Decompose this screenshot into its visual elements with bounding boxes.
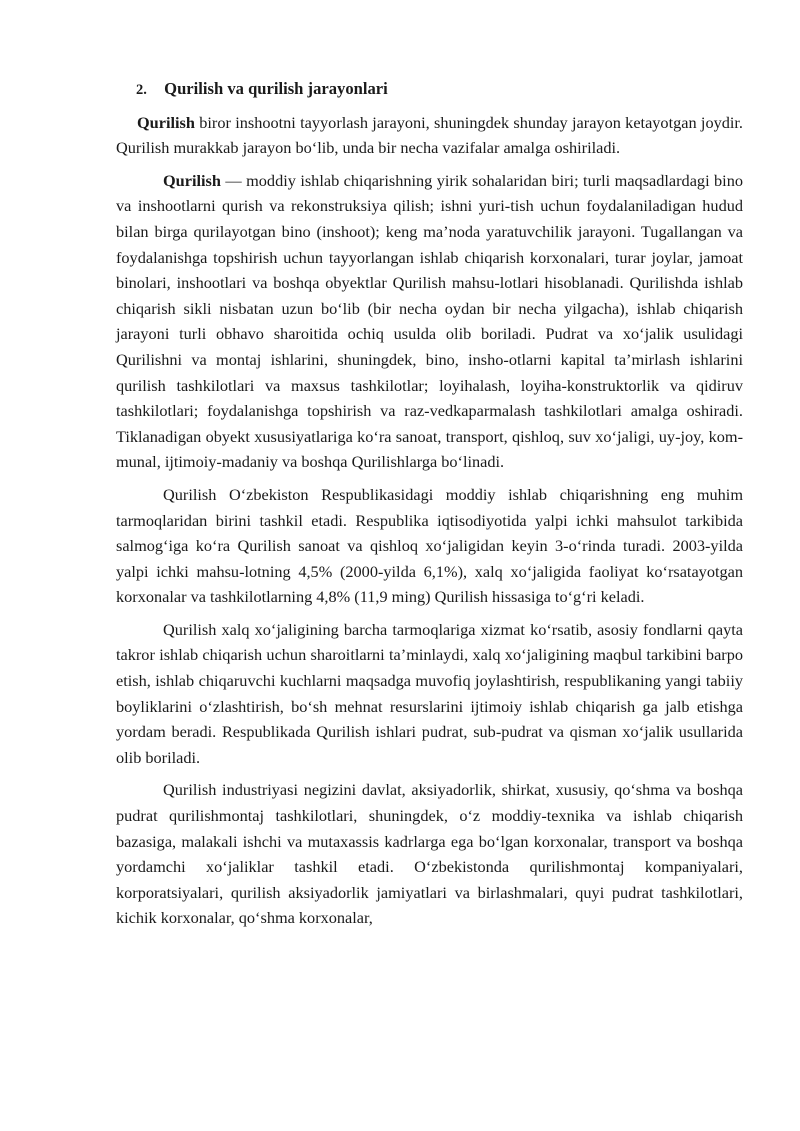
paragraph-text: Qurilish O‘zbekiston Respublikasidagi moddiy ishlab chiqarishning eng muhim tarmoqlaridan birini tashkil etadi. Respublika iqtisodiyotida yalpi ichki mahsulot tarkibida salmog‘iga ko‘ra Qurilish sanoat va qishloq xo‘jaligidan keyin 3-o‘rinda turadi. 2003-yilda yalpi ichki mahsu-lotning 4,5% (2000-yilda 6,1%), xalq xo‘jaligida faoliyat ko‘rsatayotgan korxonalar va tashkilotlarning 4,8% (11,9 ming) Qurilish hissasiga to‘g‘ri keladi. xyxy=(116,484,743,607)
section-title: Qurilish va qurilish jarayonlari xyxy=(164,79,388,98)
paragraph-industry xyxy=(116,777,743,931)
section-heading xyxy=(136,76,743,104)
paragraph-text: biror inshootni tayyorlash jarayoni, shuningdek shunday jarayon ketayotgan joydir. Qurilish murakkab jarayon bo‘lib, unda bir necha vazifalar amalga oshiriladi. xyxy=(116,112,743,158)
paragraph-text: Qurilish xalq xo‘jaligining barcha tarmoqlariga xizmat ko‘rsatib, asosiy fondlarni qayta takror ishlab chiqarish uchun sharoitlarni ta’minlaydi, xalq xo‘jaligining maqbul tarkibini barpo etish, ishlab chiqaruvchi kuchlarni maqsadga muvofiq joylashtirish, respublikaning yangi tabiiy boyliklarini o‘zlashtirish, bo‘sh mehnat resurslarini ijtimoiy ishlab chiqarish ga jalb etishga yordam beradi. Respublikada Qurilish ishlari pudrat, sub-pudrat va qisman xo‘jalik usullarida olib boriladi. xyxy=(116,619,743,767)
paragraph-text: Qurilish industriyasi negizini davlat, aksiyadorlik, shirkat, xususiy, qo‘shma va boshqa pudrat qurilishmontaj tashkilotlari, shuningdek, o‘z moddiy-texnika va ishlab chiqarish bazasiga, malakali ishchi va mutaxassis kadrlarga ega bo‘lgan korxonalar, transport va boshqa yordamchi xo‘jaliklar tashkil etadi. O‘zbekistonda qurilishmontaj kompaniyalari, korporatsiyalari, qurilish aksiyadorlik jamiyatlari va birlashmalari, quyi pudrat tashkilotlari, kichik korxonalar, qo‘shma korxonalar, xyxy=(116,780,743,928)
paragraph-text: — moddiy ishlab chiqarishning yirik sohalaridan biri; turli maqsadlardagi bino va inshootlarni qurish va rekonstruksiya qilish; ishni yuri-tish uchun foydalaniladigan hudud bilan birga qurilayotgan bino (inshoot); keng ma’noda yaratuvchilik jarayoni. Tugallangan va foydalanishga topshirish uchun tayyorlangan ishlab chiqarish korxonalari, turar joylar, jamoat binolari, inshootlari va boshqa obyektlar Qurilish mahsu-lotlari hisoblanadi. Qurilishda ishlab chiqarish sikli nisbatan uzun bo‘lib (bir necha oydan bir necha yilgacha), ishlab chiqarish jarayoni turli obhavo sharoitida ochiq usulda olib boriladi. Pudrat va xo‘jalik usulidagi Qurilishni va montaj ishlarini, shuningdek, bino, insho-otlarni kapital ta’mirlash ishlarini qurilish tashkilotlari va maxsus tashkilotlar; loyihalash, loyiha-konstruktorlik va qidiruv tashkilotlari; foydalanishga topshirish va raz-vedkaparmalash tashkilotlari amalga oshiradi. Tiklanadigan obyekt xususiyatlariga ko‘ra sanoat, transport, qishloq, suv xo‘jaligi, uy-joy, kom-munal, ijtimoiy-madaniy va boshqa Qurilishlarga bo‘linadi. xyxy=(116,170,743,472)
paragraph-services xyxy=(116,617,743,771)
paragraph-description xyxy=(116,168,743,475)
paragraph-uzbekistan xyxy=(116,482,743,610)
paragraph-definition xyxy=(116,110,743,161)
section-number: 2. xyxy=(136,82,147,98)
paragraph-lead-term: Qurilish xyxy=(137,112,195,132)
paragraph-lead-term: Qurilish xyxy=(163,170,221,190)
